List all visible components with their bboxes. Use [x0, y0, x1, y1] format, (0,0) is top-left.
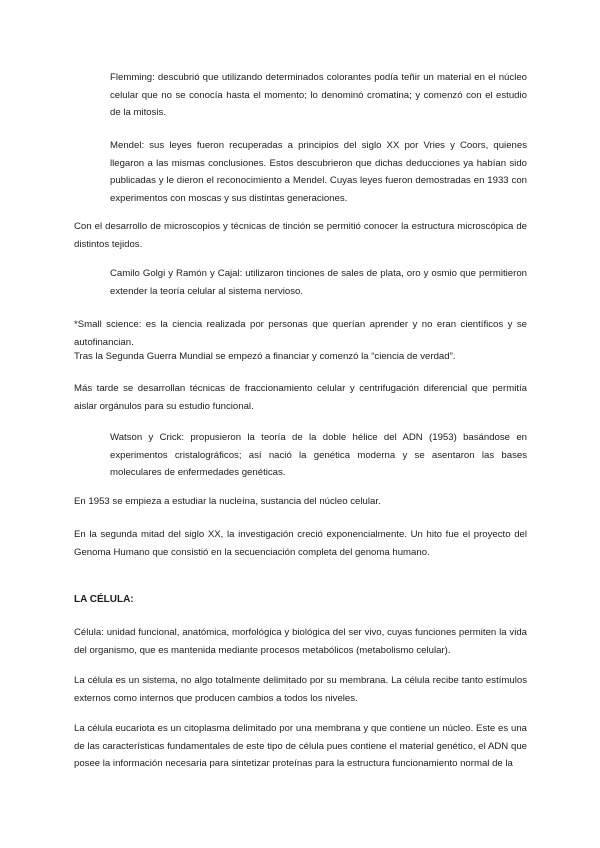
paragraph-microscopios: Con el desarrollo de microscopios y técnicas de tinción se permitió conocer la estructura microscópica de distintos tejidos. [74, 221, 527, 250]
paragraph-golgi: Camilo Golgi y Ramón y Cajal: utilizaron tinciones de sales de plata, oro y osmio que permitieron extender la teoría celular al sistema nervioso. [110, 268, 527, 297]
paragraph-eucariota: La célula eucariota es un citoplasma delimitado por una membrana y que contiene un núcleo. Este es una de las características fundamentales de este tipo de célula pues contiene el material genético, el ADN que posee la información necesaria para sintetizar proteínas para la estructura funcionamiento normal de la [74, 723, 527, 769]
section-heading: LA CÉLULA: [74, 594, 134, 605]
paragraph-small-science: *Small science: es la ciencia realizada por personas que querían aprender y no eran científicos y se autofinancian. [74, 319, 527, 348]
paragraph-celula-definicion: Célula: unidad funcional, anatómica, morfológica y biológica del ser vivo, cuyas funciones permiten la vida del organismo, que es mantenida mediante procesos metabólicos (metabolismo celular). [74, 627, 527, 656]
paragraph-watson: Watson y Crick: propusieron la teoría de la doble hélice del ADN (1953) basándose en experimentos cristalográficos; así nació la genética moderna y se asentaron las bases moleculares de enfermedades genéticas. [110, 432, 527, 478]
paragraph-mendel: Mendel: sus leyes fueron recuperadas a principios del siglo XX por Vries y Coors, quienes llegaron a las mismas conclusiones. Estos descubrieron que dichas deducciones ya habían sido publicadas y le dieron el reconocimiento a Mendel. Cuyas leyes fueron demostradas en 1933 con experimentos con moscas y sus distintas generaciones. [110, 140, 527, 204]
paragraph-nucleina: En 1953 se empieza a estudiar la nucleína, sustancia del núcleo celular. [74, 496, 381, 507]
paragraph-segunda-guerra: Tras la Segunda Guerra Mundial se empezó a financiar y comenzó la “ciencia de verdad”. [74, 351, 456, 362]
paragraph-sistema: La célula es un sistema, no algo totalmente delimitado por su membrana. La célula recibe tanto estímulos externos como internos que producen cambios a todos los niveles. [74, 675, 527, 704]
paragraph-fraccionamiento: Más tarde se desarrollan técnicas de fraccionamiento celular y centrifugación diferencial que permitía aislar orgánulos para su estudio funcional. [74, 383, 527, 412]
paragraph-genoma: En la segunda mitad del siglo XX, la investigación creció exponencialmente. Un hito fue el proyecto del Genoma Humano que consistió en la secuenciación completa del genoma humano. [74, 529, 527, 558]
paragraph-flemming: Flemming: descubrió que utilizando determinados colorantes podía teñir un material en el núcleo celular que no se conocía hasta el momento; lo denominó cromatina; y comenzó con el estudio de la mitosis. [110, 72, 527, 118]
